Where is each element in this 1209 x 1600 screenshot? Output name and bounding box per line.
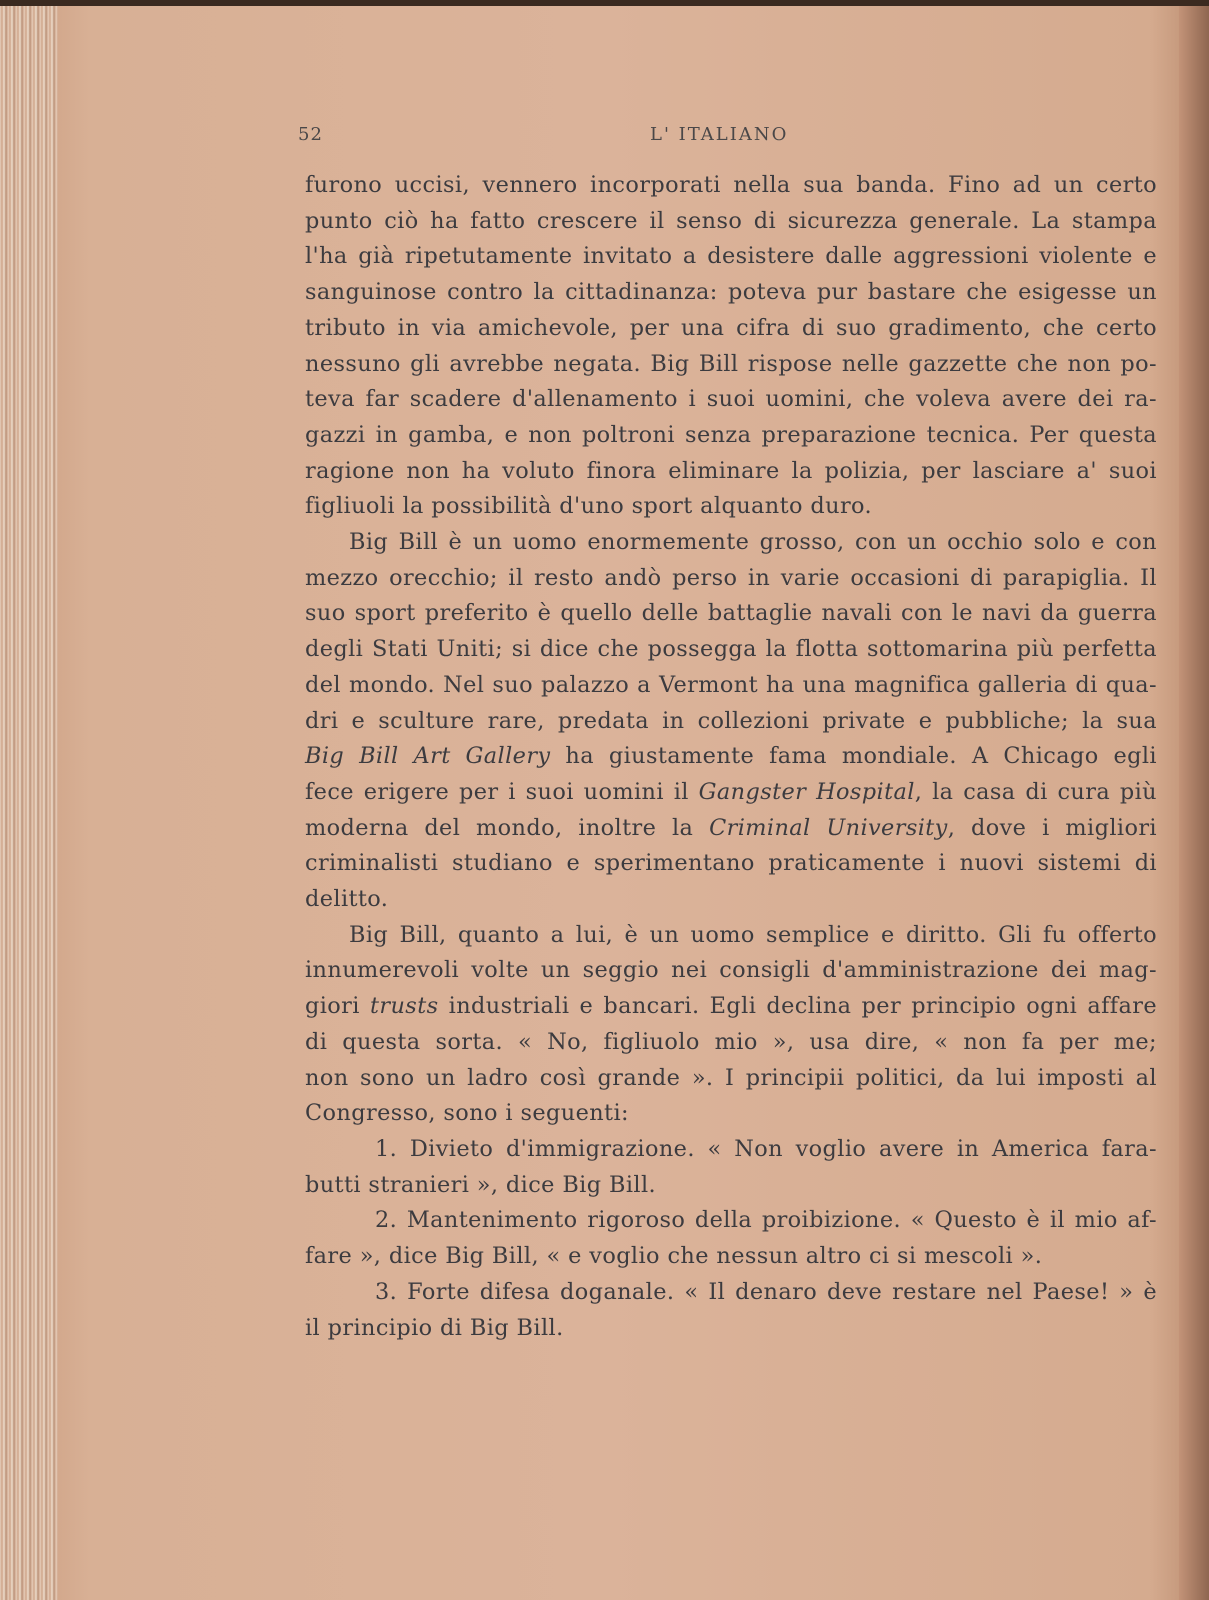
text-line: suo sport preferito è quello delle battaglie navali con le navi da guerra (305, 600, 1157, 627)
text-line: fare », dice Big Bill, « e voglio che nessun altro ci si mescoli ». (305, 1243, 1043, 1270)
italic-word: trusts (369, 993, 439, 1020)
page-header (298, 124, 1162, 150)
page-stack-edge-left (0, 0, 58, 1600)
text-line: figliuoli la possibilità d'uno sport alquanto duro. (305, 493, 873, 520)
page-edge-top (0, 0, 1209, 6)
text-run: moderna del mondo, inoltre la (305, 814, 710, 841)
text-run: giori (305, 993, 370, 1020)
text-run: , dove i migliori (947, 814, 1157, 841)
page-edge-right (1179, 0, 1209, 1600)
text-line: il principio di Big Bill. (305, 1314, 564, 1341)
list-item-line: 2. Mantenimento rigoroso della proibizione. « Questo è il mio af- (375, 1207, 1157, 1234)
text-line: teva far scadere d'allenamento i suoi uomini, che voleva avere dei ra- (305, 386, 1157, 413)
running-head: L' ITALIANO (650, 124, 789, 145)
italic-title: Big Bill Art Gallery (305, 743, 551, 770)
text-line: criminalisti studiano e sperimentano praticamente i nuovi sistemi di (305, 850, 1157, 877)
text-run: , la casa di cura più (914, 778, 1157, 805)
text-run: fece erigere per i suoi uomini il (305, 778, 699, 805)
text-line: sanguinose contro la cittadinanza: poteva pur bastare che esigesse un (305, 279, 1157, 306)
paragraph-start-line: Big Bill è un uomo enormemente grosso, con un occhio solo e con (349, 529, 1157, 556)
text-line: nessuno gli avrebbe negata. Big Bill rispose nelle gazzette che non po- (305, 350, 1157, 377)
text-line: delitto. (305, 886, 389, 913)
body-text (305, 168, 1157, 1346)
text-line: di questa sorta. « No, figliuolo mio », usa dire, « non fa per me; (305, 1028, 1157, 1055)
text-line: l'ha già ripetutamente invitato a desistere dalle aggressioni violente e (305, 243, 1157, 270)
text-run: industriali e bancari. Egli declina per principio ogni affare (438, 993, 1157, 1020)
text-line (305, 739, 1157, 775)
text-line: innumerevoli volte un seggio nei consigli d'amministrazione dei mag- (305, 957, 1157, 984)
text-line: non sono un ladro così grande ». I principii politici, da lui imposti al (305, 1064, 1157, 1091)
text-line: ragione non ha voluto finora eliminare la polizia, per lasciare a' suoi (305, 457, 1157, 484)
list-item-line: 1. Divieto d'immigrazione. « Non voglio avere in America fara- (375, 1135, 1157, 1162)
list-item-line: 3. Forte difesa doganale. « Il denaro deve restare nel Paese! » è (375, 1278, 1157, 1305)
text-line: punto ciò ha fatto crescere il senso di sicurezza generale. La stampa (305, 207, 1157, 234)
text-line: gazzi in gamba, e non poltroni senza preparazione tecnica. Per questa (305, 421, 1157, 448)
text-line: dri e sculture rare, predata in collezioni private e pubbliche; la sua (305, 707, 1157, 734)
text-line: Congresso, sono i seguenti: (305, 1100, 629, 1127)
paragraph-start-line: Big Bill, quanto a lui, è un uomo semplice e diritto. Gli fu offerto (349, 921, 1157, 948)
italic-title: Criminal University (709, 814, 948, 841)
text-line: furono uccisi, vennero incorporati nella sua banda. Fino ad un certo (305, 172, 1157, 198)
italic-title: Gangster Hospital (698, 778, 915, 805)
text-line: del mondo. Nel suo palazzo a Vermont ha una magnifica galleria di qua- (305, 671, 1157, 698)
text-line (305, 811, 1157, 847)
text-run: ha giustamente fama mondiale. A Chicago egli (550, 743, 1157, 770)
page-number: 52 (298, 124, 323, 145)
text-line: tributo in via amichevole, per una cifra di suo gradimento, che certo (305, 314, 1157, 341)
text-line (305, 775, 1157, 811)
text-line: mezzo orecchio; il resto andò perso in varie occasioni di parapiglia. Il (305, 564, 1157, 591)
text-line: degli Stati Uniti; si dice che possegga la flotta sottomarina più perfetta (305, 636, 1157, 663)
text-line: butti stranieri », dice Big Bill. (305, 1171, 657, 1198)
text-line (305, 989, 1157, 1025)
